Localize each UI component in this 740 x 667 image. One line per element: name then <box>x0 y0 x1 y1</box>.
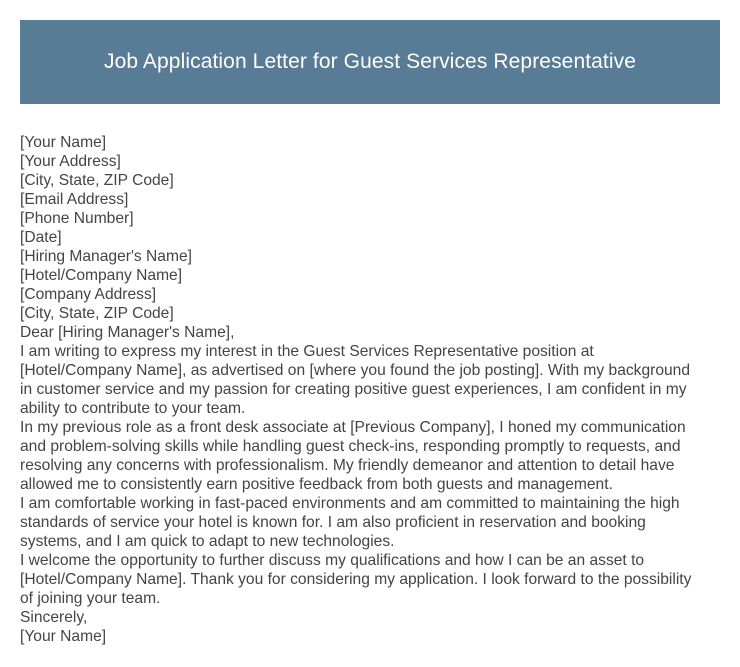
paragraph-line: allowed me to consistently earn positive feedback from both guests and management. <box>20 476 613 493</box>
recipient-company-name: [Hotel/Company Name] <box>20 267 183 284</box>
sender-city-state-zip: [City, State, ZIP Code] <box>20 172 174 189</box>
paragraph-line: of joining your team. <box>20 590 161 607</box>
sender-address: [Your Address] <box>20 153 121 170</box>
paragraph-line: systems, and I am quick to adapt to new technologies. <box>20 533 395 550</box>
paragraph-experience <box>20 418 720 494</box>
paragraph-line: [Hotel/Company Name]. Thank you for considering my application. I look forward to the possibility <box>20 571 692 588</box>
paragraph-line: I am writing to express my interest in the Guest Services Representative position at <box>20 343 594 360</box>
sender-phone: [Phone Number] <box>20 210 134 227</box>
paragraph-line: [Hotel/Company Name], as advertised on [where you found the job posting]. With my background <box>20 362 691 379</box>
letter-date: [Date] <box>20 229 62 246</box>
salutation: Dear [Hiring Manager's Name], <box>20 324 235 341</box>
page-title: Job Application Letter for Guest Services Representative <box>103 50 637 73</box>
recipient-manager-name: [Hiring Manager's Name] <box>20 248 192 265</box>
letter-body <box>20 133 720 646</box>
paragraph-line: in customer service and my passion for creating positive guest experiences, I am confident in my <box>20 381 687 398</box>
paragraph-line: standards of service your hotel is known for. I am also proficient in reservation and booking <box>20 514 646 531</box>
recipient-company-address: [Company Address] <box>20 286 157 303</box>
signature-name: [Your Name] <box>20 628 107 645</box>
sender-name: [Your Name] <box>20 134 107 151</box>
paragraph-line: I am comfortable working in fast-paced environments and am committed to maintaining the high <box>20 495 680 512</box>
recipient-city-state-zip: [City, State, ZIP Code] <box>20 305 174 322</box>
letter-header-banner <box>20 20 720 104</box>
paragraph-closing <box>20 551 720 608</box>
paragraph-line: resolving any concerns with professionalism. My friendly demeanor and attention to detail have <box>20 457 675 474</box>
paragraph-skills <box>20 494 720 551</box>
closing: Sincerely, <box>20 609 88 626</box>
paragraph-line: and problem-solving skills while handling guest check-ins, responding promptly to requests, and <box>20 438 681 455</box>
paragraph-line: I welcome the opportunity to further discuss my qualifications and how I can be an asset to <box>20 552 645 569</box>
paragraph-line: In my previous role as a front desk associate at [Previous Company], I honed my communication <box>20 419 686 436</box>
paragraph-interest <box>20 342 720 418</box>
sender-email: [Email Address] <box>20 191 129 208</box>
paragraph-line: ability to contribute to your team. <box>20 400 246 417</box>
